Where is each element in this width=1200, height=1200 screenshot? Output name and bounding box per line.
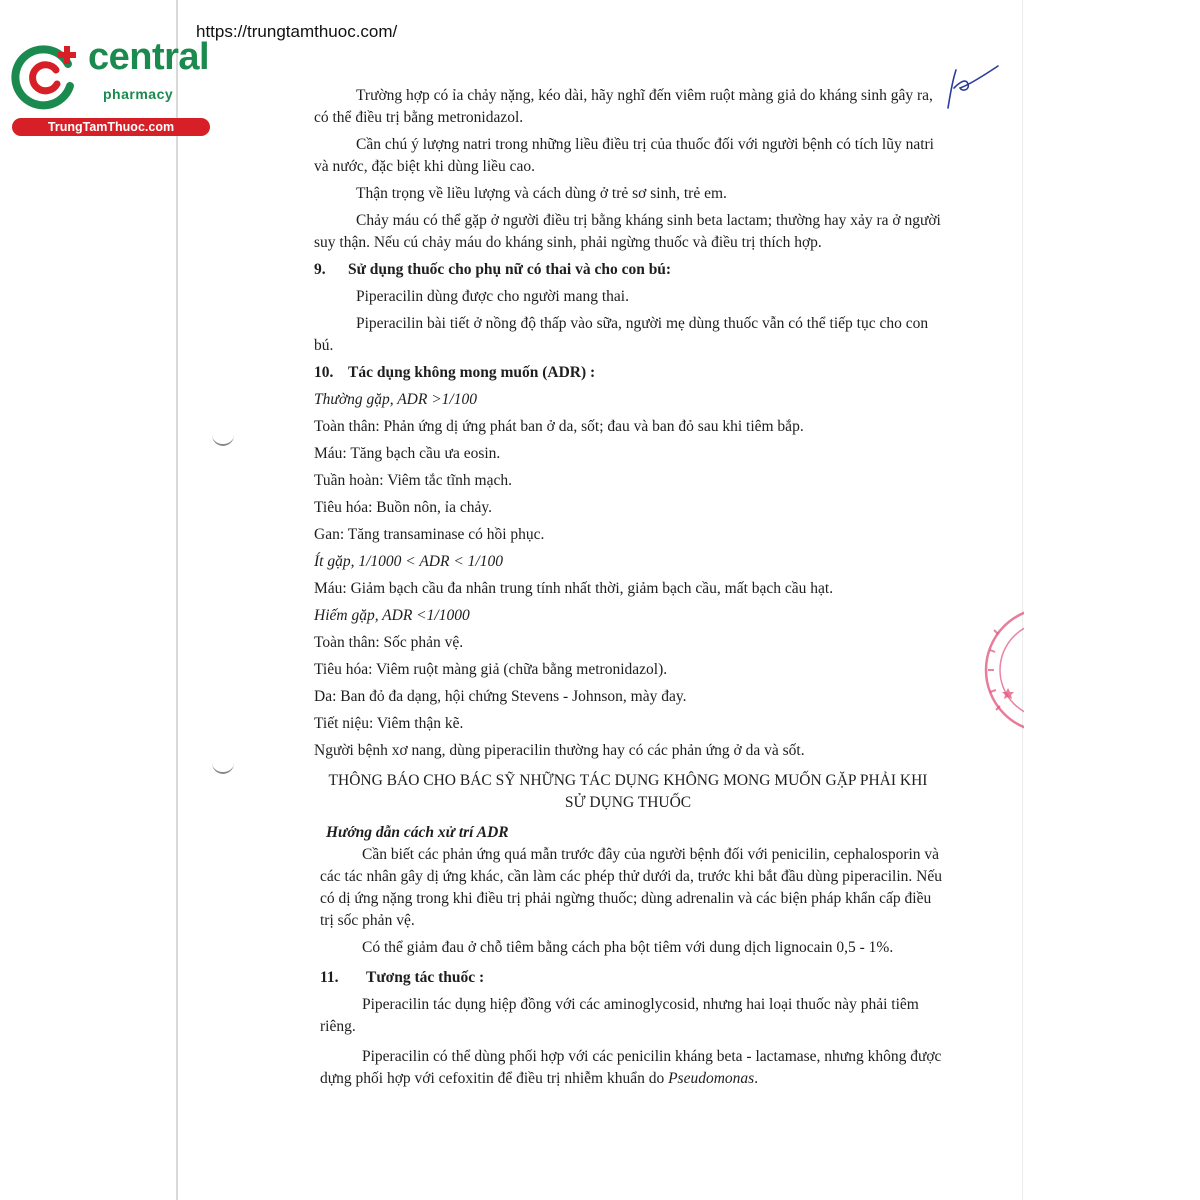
red-stamp-fragment <box>978 600 1024 740</box>
adr-item: Máu: Tăng bạch cầu ưa eosin. <box>314 445 501 462</box>
paragraph-end: . <box>754 1070 759 1087</box>
doctor-notice: THÔNG BÁO CHO BÁC SỸ NHỮNG TÁC DỤNG KHÔNG MONG MUỐN GẶP PHẢI KHI SỬ DỤNG THUỐC <box>328 772 928 811</box>
paragraph-text: Piperacilin có thể dùng phối hợp với các penicilin kháng beta - lactamase, nhưng không được dựng phối hợp với cefoxitin để điều trị nhiễm khuẩn do <box>320 1048 942 1087</box>
section-heading-11 <box>320 967 942 989</box>
logo-brand: central <box>88 36 210 78</box>
paragraph: Piperacilin tác dụng hiệp đồng với các aminoglycosid, nhưng hai loại thuốc này phải tiêm riêng. <box>320 996 919 1035</box>
section-heading-9 <box>314 259 942 281</box>
section-title: Sử dụng thuốc cho phụ nữ có thai và cho con bú: <box>348 261 672 278</box>
paragraph: Thận trọng về liều lượng và cách dùng ở trẻ sơ sinh, trẻ em. <box>356 185 727 202</box>
pharmacy-cross-logo-icon <box>10 40 82 112</box>
paragraph <box>320 1046 942 1090</box>
paragraph: Có thể giảm đau ở chỗ tiêm bằng cách pha bột tiêm với dung dịch lignocain 0,5 - 1%. <box>362 939 894 956</box>
source-url[interactable]: https://trungtamthuoc.com/ <box>196 22 398 41</box>
paragraph: Cần chú ý lượng natri trong những liều điều trị của thuốc đối với người bệnh có tích lũy natri và nước, đặc biệt khi dùng liều cao. <box>314 136 934 175</box>
adr-item: Da: Ban đỏ đa dạng, hội chứng Stevens - Johnson, mày đay. <box>314 688 687 705</box>
adr-item: Toàn thân: Sốc phản vệ. <box>314 634 464 651</box>
adr-item: Tiêu hóa: Viêm ruột màng giả (chữa bằng metronidazol). <box>314 661 668 678</box>
paragraph: Piperacilin dùng được cho người mang thai. <box>356 288 629 305</box>
punch-hole-mark <box>212 760 234 774</box>
section-number: 9. <box>314 261 326 278</box>
logo-sub: pharmacy <box>103 86 174 102</box>
logo-site: TrungTamThuoc.com <box>12 118 210 136</box>
paragraph: Chảy máu có thể gặp ở người điều trị bằng kháng sinh beta lactam; thường hay xảy ra ở người suy thận. Nếu cú chảy máu do kháng sinh, phải ngừng thuốc và điều trị thích hợp. <box>314 212 941 251</box>
page-left-edge <box>176 0 178 1200</box>
adr-item: Người bệnh xơ nang, dùng piperacilin thường hay có các phản ứng ở da và sốt. <box>314 742 805 759</box>
frequency-heading: Thường gặp, ADR >1/100 <box>314 391 477 408</box>
adr-item: Tiêu hóa: Buồn nôn, ỉa chảy. <box>314 499 492 516</box>
section-title: Tương tác thuốc : <box>366 969 485 986</box>
organism-name: Pseudomonas <box>668 1070 755 1087</box>
central-pharmacy-logo[interactable] <box>10 36 215 138</box>
adr-item: Toàn thân: Phản ứng dị ứng phát ban ở da, sốt; đau và ban đỏ sau khi tiêm bắp. <box>314 418 804 435</box>
paragraph: Trường hợp có ỉa chảy nặng, kéo dài, hãy nghĩ đến viêm ruột màng giả do kháng sinh gây ra, có thể điều trị bằng metronidazol. <box>314 87 933 126</box>
adr-item: Máu: Giảm bạch cầu đa nhân trung tính nhất thời, giảm bạch cầu, mất bạch cầu hạt. <box>314 580 834 597</box>
paragraph: Cần biết các phản ứng quá mẫn trước đây của người bệnh đối với penicilin, cephalosporin và các tác nhân gây dị ứng khác, cần làm các phép thử dưới da, trước khi bắt đầu dùng piperacilin. Nếu có dị ứng nặng trong khi điều trị phải ngừng thuốc; dùng adrenalin và các biện pháp khẩn cấp điều trị sốc phản vệ. <box>320 846 942 929</box>
adr-item: Tuần hoàn: Viêm tắc tĩnh mạch. <box>314 472 512 489</box>
signature-scribble <box>940 58 1010 118</box>
paragraph: Piperacilin bài tiết ở nồng độ thấp vào sữa, người mẹ dùng thuốc vẫn có thể tiếp tục cho con bú. <box>314 315 929 354</box>
document-body <box>314 85 942 1090</box>
section-number: 11. <box>320 969 339 986</box>
guide-title: Hướng dẫn cách xử trí ADR <box>326 824 509 841</box>
section-title: Tác dụng không mong muốn (ADR) : <box>348 364 596 381</box>
adr-item: Tiết niệu: Viêm thận kẽ. <box>314 715 464 732</box>
frequency-heading: Hiếm gặp, ADR <1/1000 <box>314 607 470 624</box>
section-number: 10. <box>314 364 334 381</box>
frequency-heading: Ít gặp, 1/1000 < ADR < 1/100 <box>314 553 503 570</box>
punch-hole-mark <box>212 432 234 446</box>
section-heading-10 <box>314 362 942 384</box>
adr-item: Gan: Tăng transaminase có hồi phục. <box>314 526 545 543</box>
